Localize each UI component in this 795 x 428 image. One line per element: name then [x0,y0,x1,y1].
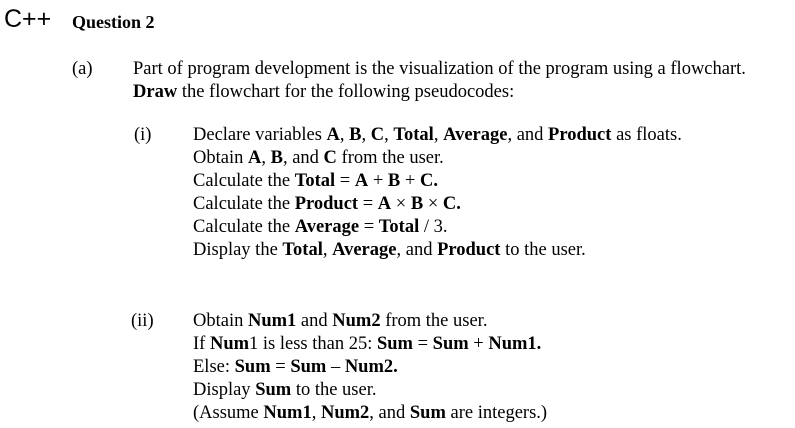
bold-term: Average [332,240,397,260]
text-run: , [433,125,444,145]
text-run: , and [282,148,324,168]
bold-term: Total [294,171,336,191]
text-run: Declare variables [193,125,327,145]
intro-line-1: Part of program development is the visualization of the program using a flowchart. [133,59,746,79]
sub-i-pseudocode [193,124,682,262]
text-run: – [326,357,345,377]
text-run: / 3. [419,217,448,237]
text-run: + [368,171,388,191]
bold-term: Num2 [320,403,370,423]
bold-term: Num [209,334,250,354]
bold-term: B [387,171,401,191]
text-run: = [270,357,291,377]
bold-term: C. [442,194,461,214]
text-run: , [311,403,321,423]
bold-term: Product [548,125,612,145]
text-run: Display [193,380,256,400]
bold-term: Average [294,217,360,237]
bold-term: Sum [432,334,469,354]
bold-term: Sum [409,403,446,423]
text-run: Else: [193,357,235,377]
pseudocode-line [193,239,682,262]
question-title: Question 2 [72,12,155,32]
bold-term: A [326,125,340,145]
text-run: from the user. [336,148,444,168]
text-run: , [361,125,371,145]
pseudocode-line [193,402,547,425]
text-run: to the user. [500,240,586,260]
text-run: , [322,240,333,260]
sub-ii-pseudocode [193,310,547,425]
bold-term: Sum [255,380,292,400]
bold-term: B [349,125,362,145]
bold-term: B [410,194,424,214]
bold-term: Sum [234,357,271,377]
bold-term: Total [393,125,434,145]
text-run: (Assume [193,403,264,423]
text-run: to the user. [291,380,377,400]
pseudocode-line [193,193,682,216]
bold-term: Draw [133,82,178,102]
text-run: the flowchart for the following pseudocodes: [177,82,515,102]
text-run: from the user. [380,311,488,331]
text-run: Display the [193,240,283,260]
part-a-label: (a) [72,59,93,79]
pseudocode-line [193,310,547,333]
bold-term: C [370,125,385,145]
bold-term: Total [282,240,323,260]
bold-term: C. [419,171,438,191]
text-run: = [358,194,378,214]
text-run: , [384,125,394,145]
text-run: 1 is less than 25: [249,334,377,354]
bold-term: Average [443,125,508,145]
bold-term: Num2. [344,357,398,377]
sub-ii-label: (ii) [131,311,154,331]
bold-term: Product [437,240,501,260]
text-run: , [339,125,350,145]
pseudocode-line [193,147,682,170]
bold-term: Total [378,217,420,237]
text-run: = [412,334,433,354]
bold-term: Sum [290,357,327,377]
text-run: = [335,171,355,191]
sub-i-label: (i) [134,125,152,145]
bold-term: B [270,148,283,168]
bold-term: Sum [376,334,413,354]
text-run: = [359,217,379,237]
language-label: C++ [4,5,52,33]
part-a-intro [133,58,746,104]
text-run: Calculate the [193,194,295,214]
pseudocode-line [193,170,682,193]
intro-line-2 [133,81,746,104]
text-run: and [296,311,333,331]
text-run: , and [369,403,410,423]
text-run: × [391,194,411,214]
text-run: + [468,334,489,354]
text-run: , [261,148,271,168]
pseudocode-line [193,379,547,402]
bold-term: A [354,171,369,191]
pseudocode-line [193,124,682,147]
text-run: × [423,194,443,214]
text-run: Calculate the [193,217,295,237]
bold-term: Num1. [488,334,542,354]
pseudocode-line [193,333,547,356]
pseudocode-line [193,356,547,379]
bold-term: Num1 [247,311,297,331]
text-run: are integers.) [445,403,548,423]
bold-term: Num2 [332,311,381,331]
text-run: + [400,171,420,191]
text-run: Calculate the [193,171,295,191]
bold-term: A [247,148,262,168]
text-run: Obtain [193,148,248,168]
bold-term: Product [294,194,359,214]
text-run: , and [396,240,438,260]
bold-term: Num1 [263,403,312,423]
text-run: as floats. [611,125,682,145]
text-run: , and [507,125,549,145]
bold-term: C [323,148,337,168]
text-run: Obtain [193,311,248,331]
text-run: If [193,334,210,354]
pseudocode-line [193,216,682,239]
bold-term: A [377,194,392,214]
